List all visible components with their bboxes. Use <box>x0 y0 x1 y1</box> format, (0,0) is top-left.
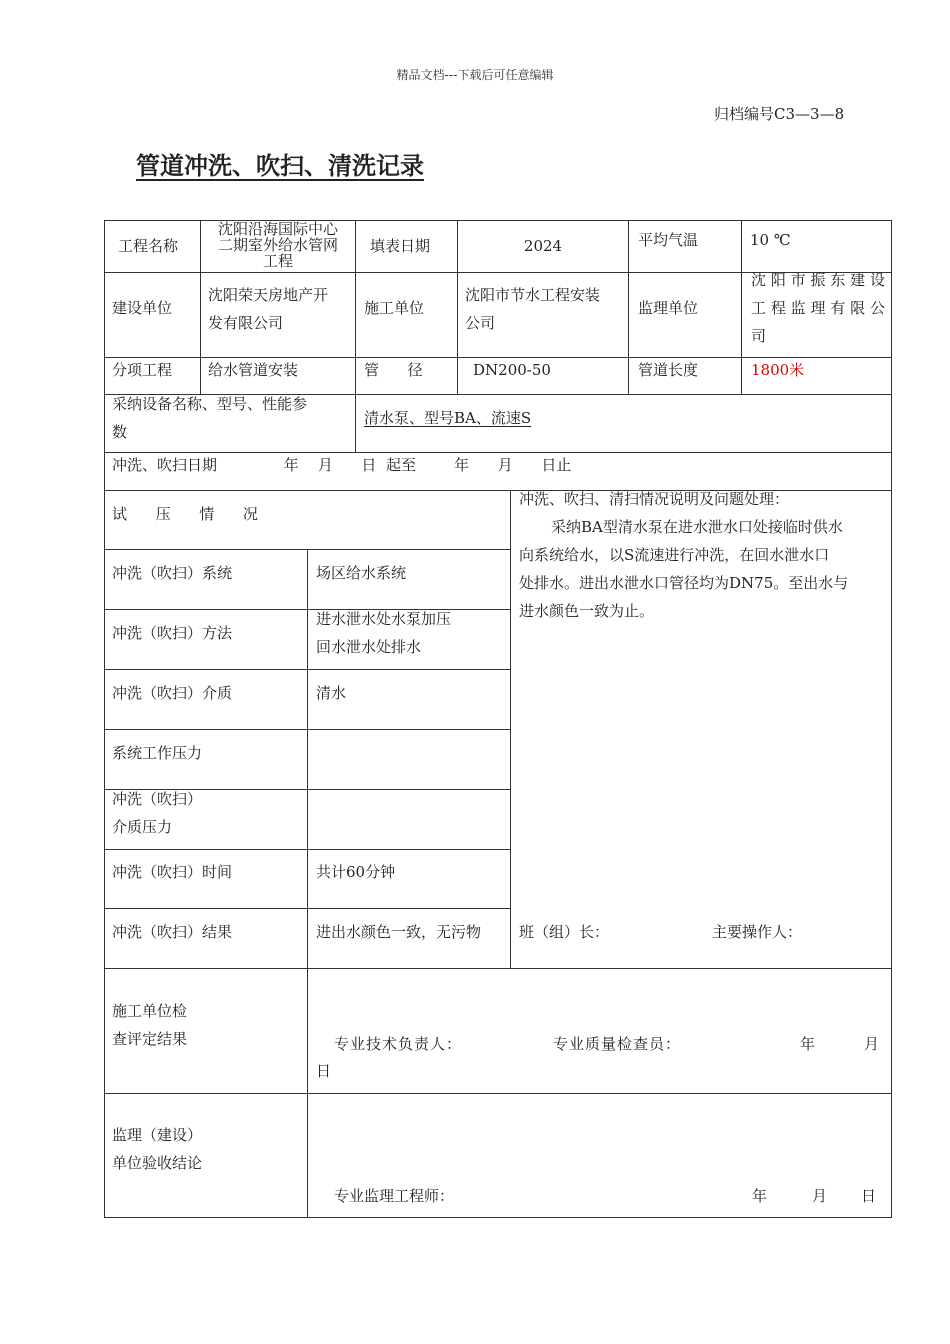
flush-result-label: 冲洗（吹扫）结果 <box>112 923 233 941</box>
team-leader-label: 班（组）长： <box>519 923 610 941</box>
project-name-value: 沈阳沿海国际中心 二期室外给水管网 工程 <box>217 220 338 270</box>
diameter-label: 管 径 <box>364 361 423 379</box>
supervisor-value: 沈阳市振东建设 工程监理有限公 司 <box>751 271 885 345</box>
acceptance-day: 日 <box>861 1187 877 1205</box>
flush-system-value: 场区给水系统 <box>316 564 407 582</box>
contractor-label: 施工单位 <box>364 299 425 317</box>
tech-lead-label: 专业技术负责人： <box>334 1035 463 1053</box>
equipment-label: 采纳设备名称、型号、性能参 数 <box>112 395 308 441</box>
working-pressure-label: 系统工作压力 <box>112 744 203 762</box>
flush-result-value: 进出水颜色一致，无污物 <box>316 923 482 941</box>
avg-temp-value: 10 ℃ <box>750 231 791 249</box>
project-name-label: 工程名称 <box>118 237 179 255</box>
sub-project-value: 给水管道安装 <box>208 361 299 379</box>
acceptance-month: 月 <box>812 1187 828 1205</box>
contractor-value: 沈阳市节水工程安装 公司 <box>465 286 601 332</box>
supervisor-label: 监理单位 <box>638 299 699 317</box>
sub-project-label: 分项工程 <box>112 361 173 379</box>
fill-date-label: 填表日期 <box>370 237 431 255</box>
acceptance-label: 监理（建设） 单位验收结论 <box>112 1126 203 1172</box>
flush-method-value: 进水泄水处水泵加压 回水泄水处排水 <box>316 610 452 656</box>
pipe-length-value: 1800米 <box>751 361 805 379</box>
avg-temp-label: 平均气温 <box>638 231 699 249</box>
inspection-day: 日 <box>316 1062 332 1080</box>
owner-value: 沈阳荣天房地产开 发有限公司 <box>208 286 329 332</box>
supervising-engineer-label: 专业监理工程师： <box>334 1187 455 1205</box>
inspection-label: 施工单位检 查评定结果 <box>112 1002 188 1048</box>
pressure-test-header: 试 压 情 况 <box>112 505 258 523</box>
watermark: 精品文档---下载后可任意编辑 <box>396 68 554 82</box>
flush-dates: 冲洗、吹扫日期 年 月 日 起至 年 月 日止 <box>112 456 572 474</box>
inspection-month: 月 <box>864 1035 880 1053</box>
diameter-value: DN200-50 <box>473 361 551 379</box>
description-heading: 冲洗、吹扫、清扫情况说明及问题处理： <box>519 490 790 508</box>
flush-medium-value: 清水 <box>316 684 347 702</box>
acceptance-year: 年 <box>752 1187 768 1205</box>
medium-pressure-label: 冲洗（吹扫） 介质压力 <box>112 790 203 836</box>
page-title: 管道冲洗、吹扫、清洗记录 <box>136 152 424 180</box>
description-body: 采纳BA型清水泵在进水泄水口处接临时供水 向系统给水，以S流速进行冲洗，在回水泄水口 处排水。进出水泄水口管径均为DN75。至出水与 进水颜色一致为止。 <box>519 518 849 620</box>
main-operator-label: 主要操作人： <box>712 923 803 941</box>
qc-inspector-label: 专业质量检查员： <box>553 1035 682 1053</box>
flush-method-label: 冲洗（吹扫）方法 <box>112 624 233 642</box>
flush-system-label: 冲洗（吹扫）系统 <box>112 564 233 582</box>
owner-label: 建设单位 <box>112 299 173 317</box>
flush-time-value: 共计60分钟 <box>316 863 396 881</box>
flush-medium-label: 冲洗（吹扫）介质 <box>112 684 233 702</box>
inspection-year: 年 <box>800 1035 816 1053</box>
equipment-value: 清水泵、型号BA、流速S <box>364 409 532 427</box>
archive-number: 归档编号C3—3—8 <box>714 105 845 123</box>
flush-time-label: 冲洗（吹扫）时间 <box>112 863 233 881</box>
fill-date-value: 2024 <box>523 237 563 255</box>
pipe-length-label: 管道长度 <box>638 361 699 379</box>
